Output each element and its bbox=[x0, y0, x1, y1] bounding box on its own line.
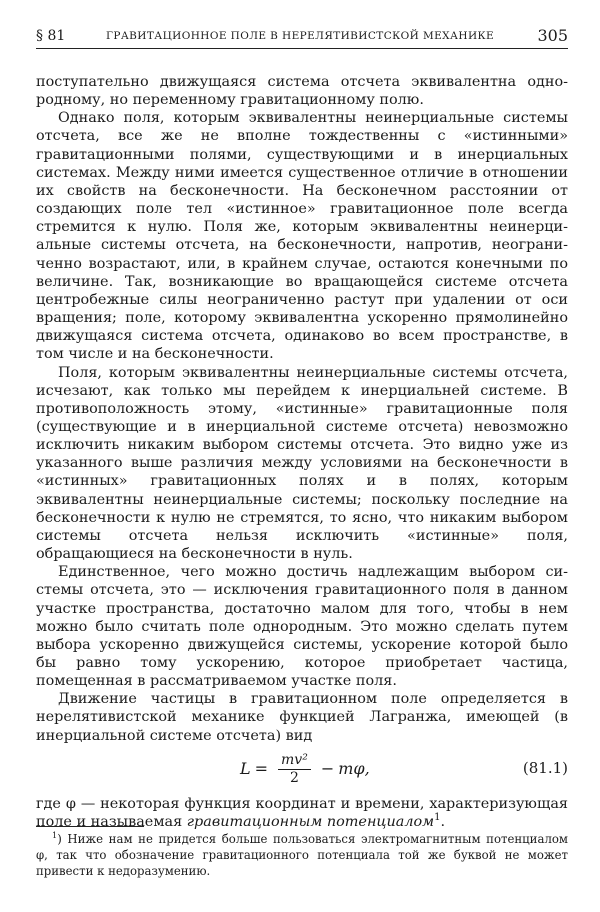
page-number: 305 bbox=[537, 26, 568, 45]
lagrangian-symbol: L bbox=[240, 759, 251, 779]
fraction-numerator: mv² bbox=[278, 753, 311, 770]
footnote-divider bbox=[36, 826, 144, 827]
paragraph-2: Однако поля, которым эквивалентны неинерциальные системы отсчета, все же не вполне тождественны с «истинными» гравитационными полями, существующими и в инерциальных системах. Между ними имеется существенное отличие в отношении их свойств на бесконечности. На бесконечном расстоянии от создающих поле тел «истинное» гравитационное поле всегда стремится к нулю. Поля же, которым эквивалентны неинерциальные системы отсчета, на бесконечности, напротив, неограниченно возрастают, или, в крайнем случае, остаются конечными по величине. Так, возникающие во вращающейся системе отсчета центробежные силы неограниченно растут при удалении от оси вращения; поле, которому эквивалентна ускоренно прямолинейно движущаяся система отсчета, одинаково во всем пространстве, в том числе и на бесконечности. bbox=[36, 110, 568, 363]
footnote-text: ) Ниже нам не придется больше пользоваться электромагнитным потенциалом φ, так что обозначение гравитационного потенциала той же буквой не может привести к недоразумению. bbox=[36, 832, 568, 878]
equation-number: (81.1) bbox=[522, 758, 568, 777]
equals-sign: = bbox=[254, 759, 269, 779]
paragraph-4: Единственное, чего можно достичь надлежащим выбором системы отсчета, это — исключения гравитационного поля в данном участке пространства, достаточно малом для того, чтобы в нем можно было считать поле однородным. Это можно сделать путем выбора ускоренно движущейся системы, ускорение которой было бы равно тому ускорению, которое приобретает частица, помещенная в рассматриваемом участке поля. bbox=[36, 564, 568, 690]
section-number: § 81 bbox=[36, 28, 66, 44]
potential-term: mφ, bbox=[338, 759, 370, 779]
paragraph-6-start: где φ — некоторая функция координат и времени, характеризующая поле и называемая bbox=[36, 795, 568, 830]
equation-expression bbox=[240, 753, 370, 786]
kinetic-term-fraction bbox=[278, 753, 311, 786]
minus-sign: − bbox=[320, 759, 335, 779]
fraction-denominator: 2 bbox=[289, 769, 299, 786]
body-text bbox=[36, 73, 568, 831]
paragraph-5: Движение частицы в гравитационном поле определяется в нерелятивистской механике функцией Лагранжа, имеющей (в инерциальной системе отсчета) вид bbox=[36, 691, 568, 744]
chapter-title: ГРАВИТАЦИОННОЕ ПОЛЕ В НЕРЕЛЯТИВИСТСКОЙ МЕХАНИКЕ bbox=[106, 30, 495, 42]
paragraph-1: поступательно движущаяся система отсчета эквивалентна однородному, но переменному гравитационному полю. bbox=[36, 74, 568, 109]
footnote-reference: 1 bbox=[434, 812, 441, 824]
paragraph-3: Поля, которым эквивалентны неинерциальные системы отсчета, исчезают, как только мы перейдем к инерциальней системе. В противоположность этому, «истинные» гравитационные поля (существующие и в инерциальной системе отсчета) невозможно исключить никаким выбором системы отсчета. Это видно уже из указанного выше различия между условиями на бесконечности в «истинных» гравитационных полях и в полях, которым эквивалентны неинерциальные системы; поскольку последние на бесконечности к нулю не стремятся, то ясно, что никаким выбором системы отсчета нельзя исключить «истинные» поля, обращающиеся на бесконечности в нуль. bbox=[36, 364, 568, 563]
emphasized-term: гравитационным потенциалом bbox=[186, 813, 435, 830]
footnote-marker: 1 bbox=[52, 830, 58, 841]
running-head bbox=[36, 26, 568, 49]
paragraph-6-end: . bbox=[440, 813, 446, 830]
book-page bbox=[36, 26, 568, 896]
footnote bbox=[36, 832, 568, 879]
equation-81-1 bbox=[36, 747, 568, 791]
